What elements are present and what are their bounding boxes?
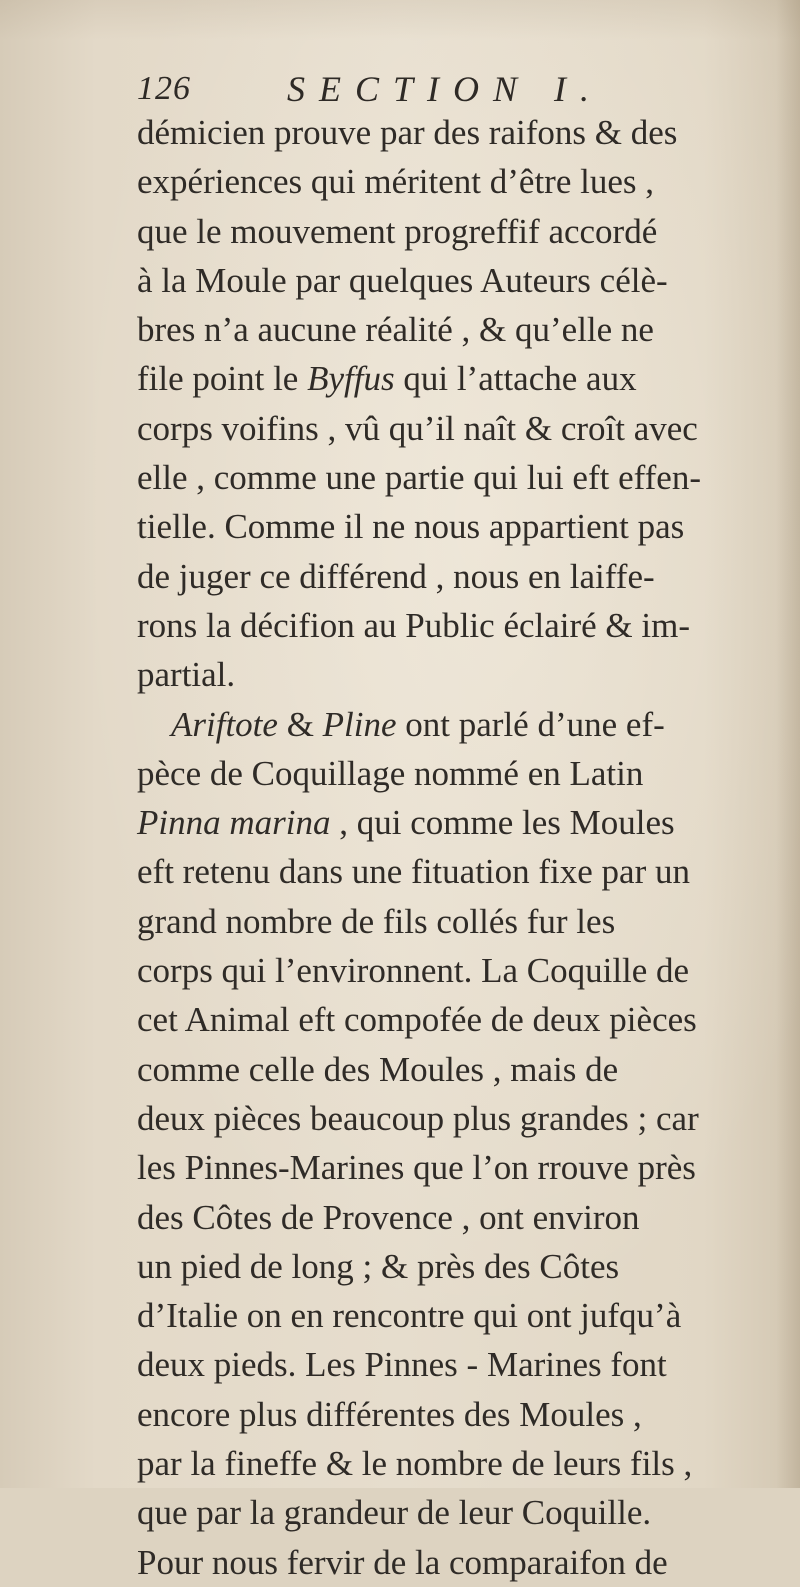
text-line [137,798,787,847]
text-segment: , qui comme les Moules [330,803,675,843]
text-segment: & [277,704,323,744]
text-segment: que le mouvement progreffif accordé [137,211,658,251]
text-segment: ont parlé d’une ef- [396,704,665,744]
text-line [137,256,787,305]
text-line [137,650,787,699]
text-segment: expériences qui méritent d’être lues , [137,162,655,202]
text-line [137,1143,787,1192]
text-line [137,1094,787,1143]
text-line [137,1488,787,1537]
text-line [137,1291,787,1340]
text-line [137,1045,787,1094]
text-segment: tielle. Comme il ne nous appartient pas [137,507,685,547]
italic-text-segment: Pinna marina [137,803,331,843]
text-segment: que par la grandeur de leur Coquille. [137,1493,652,1533]
text-segment: file point le [137,359,308,399]
italic-text-segment: Byffus [307,359,395,399]
text-segment: de juger ce différend , nous en laiffe- [137,556,655,596]
text-segment: eft retenu dans une fituation fixe par un [137,852,690,892]
text-segment: elle , comme une partie qui lui eft effen- [137,458,701,498]
text-segment: deux pieds. Les Pinnes - Marines font [137,1345,667,1385]
text-line [137,1193,787,1242]
text-segment: qui l’attache aux [394,359,637,399]
text-line [137,601,787,650]
text-line [137,847,787,896]
text-line [137,1439,787,1488]
text-line [137,946,787,995]
text-line [137,1538,787,1587]
text-line [137,1390,787,1439]
text-line [137,1242,787,1291]
text-segment: deux pièces beaucoup plus grandes ; car [137,1098,699,1138]
text-segment: cet Animal eft compofée de deux pièces [137,1000,697,1040]
text-segment: pèce de Coquillage nommé en Latin [137,753,644,793]
text-line [137,108,787,157]
text-segment: à la Moule par quelques Auteurs célè- [137,260,668,300]
body-text [137,108,787,1587]
text-segment: démicien prouve par des raifons & des [137,113,678,152]
text-segment: bres n’a aucune réalité , & qu’elle ne [137,310,654,350]
text-line [137,897,787,946]
italic-text-segment: Ariftote [171,704,278,744]
text-segment: encore plus différentes des Moules , [137,1394,642,1434]
text-line [137,305,787,354]
italic-text-segment: Pline [322,704,397,744]
text-segment: un pied de long ; & près des Côtes [137,1246,620,1286]
text-segment: Pour nous fervir de la comparaifon de [137,1542,668,1582]
text-line [137,502,787,551]
page-number: 126 [137,70,191,107]
text-segment: partial. [137,655,236,695]
text-segment: des Côtes de Provence , ont environ [137,1197,640,1237]
text-line [137,354,787,403]
text-segment: rons la décifion au Public éclairé & im- [137,605,691,645]
text-segment: les Pinnes-Marines que l’on rrouve près [137,1148,696,1188]
page-top-shading [0,0,800,40]
running-head: SECTION I. [287,69,604,109]
text-line [137,404,787,453]
text-line [137,700,787,749]
text-segment: corps qui l’environnent. La Coquille de [137,951,690,991]
text-line [137,552,787,601]
text-line [137,749,787,798]
text-line [137,207,787,256]
text-segment: comme celle des Moules , mais de [137,1049,619,1089]
text-segment: grand nombre de fils collés fur les [137,901,616,941]
text-line [137,1340,787,1389]
text-segment: d’Italie on en rencontre qui ont jufqu’à [137,1296,682,1336]
text-segment: par la fineffe & le nombre de leurs fils , [137,1444,693,1484]
text-line [137,995,787,1044]
text-segment: corps voifins , vû qu’il naît & croît avec [137,408,698,448]
text-line [137,157,787,206]
text-line [137,453,787,502]
